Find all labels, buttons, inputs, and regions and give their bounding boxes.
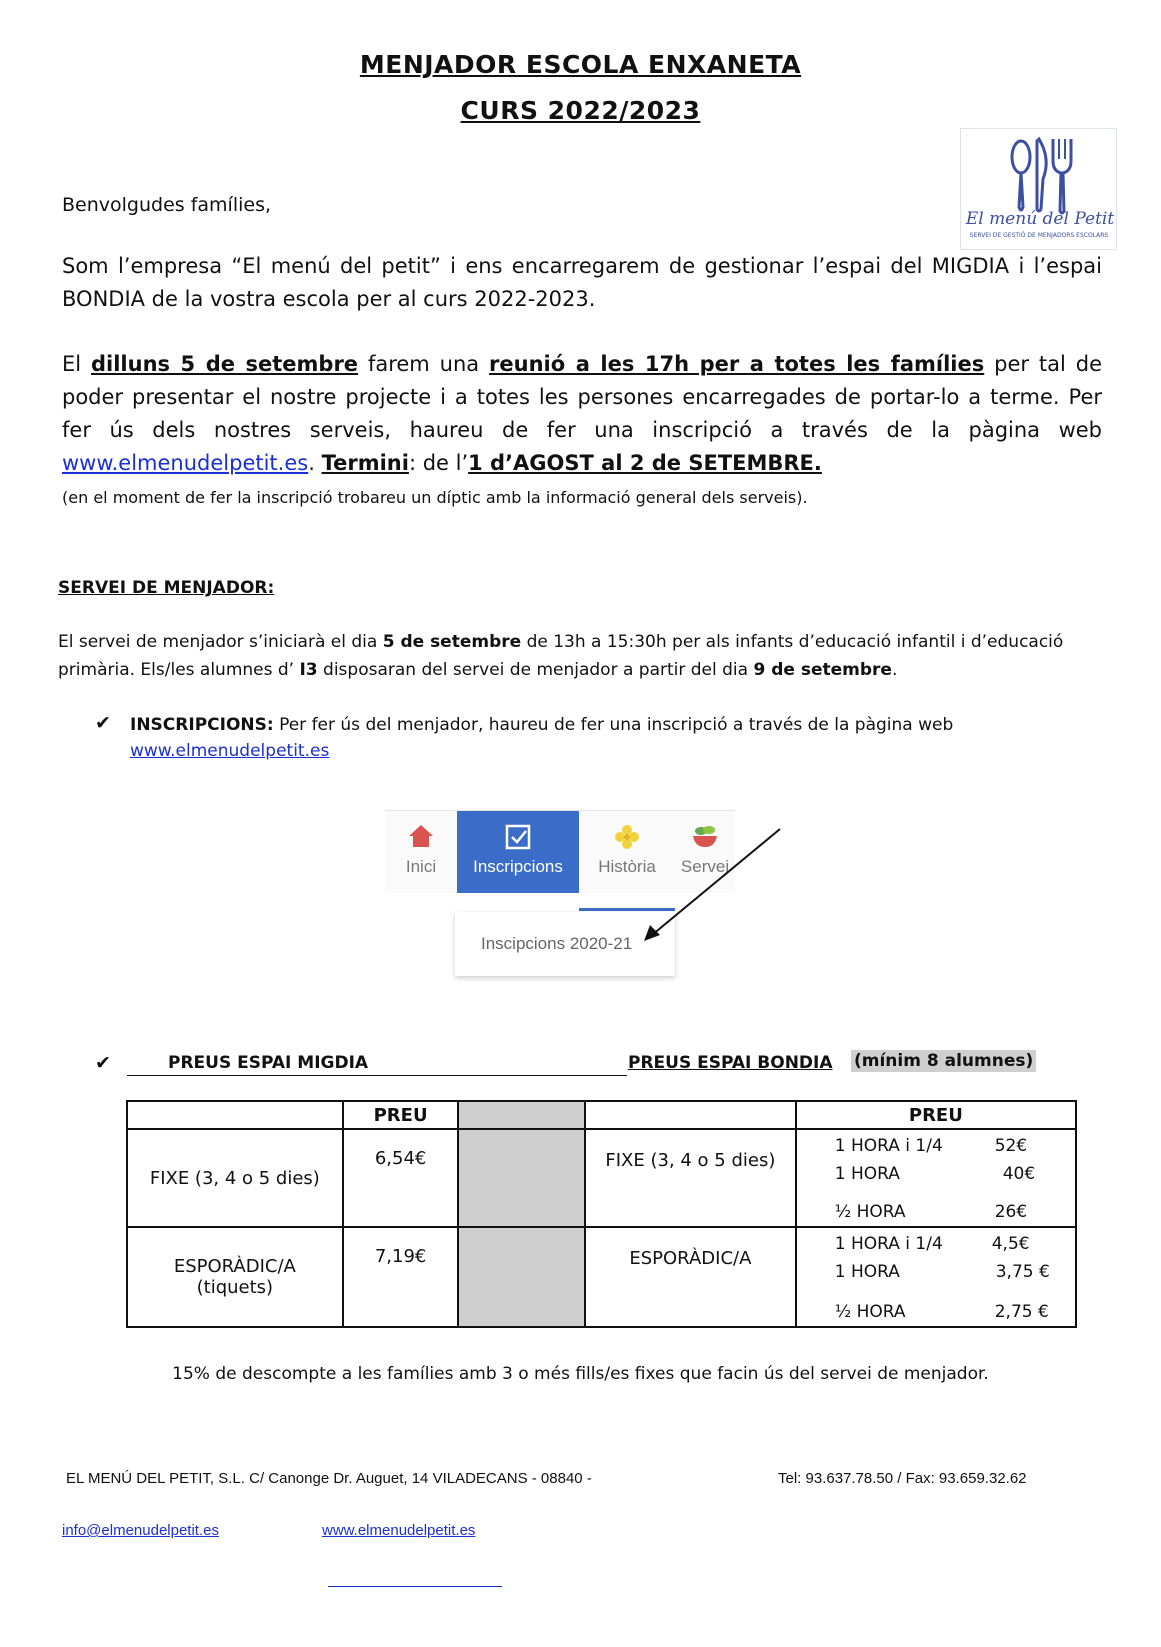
check-icon: ✔: [95, 1052, 111, 1074]
intro-paragraph: Som l’empresa “El menú del petit” i ens encarregarem de gestionar l’espai del MIGDIA i l’espai BONDIA de la vostra escola per al curs 2022-2023.: [62, 254, 1102, 311]
pointer-arrow-icon: [640, 825, 785, 943]
deadline-dates: 1 d’AGOST al 2 de SETEMBRE.: [468, 451, 822, 475]
bondia-rates: 1 HORA i 1/4 4,5€ 1 HORA 3,75 € ½ HORA 2,75 €: [796, 1227, 1076, 1327]
bondia-heading: PREUS ESPAI BONDIA: [628, 1053, 833, 1073]
dropdown-item[interactable]: Inscipcions 2020-21: [481, 934, 633, 953]
meeting-date: dilluns 5 de setembre: [91, 352, 359, 376]
bondia-note: (mínim 8 alumnes): [851, 1050, 1036, 1072]
document-subtitle: CURS 2022/2023: [460, 96, 701, 125]
flower-icon: [613, 823, 641, 851]
tab-historia[interactable]: Història: [579, 811, 675, 893]
tab-inici[interactable]: Inici: [385, 811, 457, 893]
logo-brand: El menú del Petit: [965, 209, 1115, 229]
col-preu: PREU: [343, 1101, 459, 1129]
note-text: (en el moment de fer la inscripció trobareu un díptic amb la informació general dels serveis).: [62, 488, 808, 507]
check-icon: ✔: [95, 712, 111, 734]
greeting: Benvolgudes famílies,: [62, 194, 272, 216]
row-price: 7,19€: [343, 1227, 459, 1327]
logo-tagline: SERVEI DE GESTIÓ DE MENJADORS ESCOLARS: [969, 232, 1109, 239]
meeting-paragraph: El dilluns 5 de setembre farem una reunió a les 17h per a totes les famílies per tal de poder presentar el nostre projecte i a totes les persones encarregades de portar-lo a terme. Per fer ús dels nostres serveis, haureu de fer una inscripció a través de la pàgina web www.elmenudelpetit.es. Termini: de l’1 d’AGOST al 2 de SETEMBRE.: [62, 352, 1102, 475]
inscripcions-text: INSCRIPCIONS: Per fer ús del menjador, haureu de fer una inscripció a través de la pàgina web www.elmenudelpetit.es: [130, 715, 954, 761]
col-preu-bondia: PREU: [796, 1101, 1076, 1129]
footer-email-link[interactable]: info@elmenudelpetit.es: [62, 1522, 219, 1539]
discount-note: 15% de descompte a les famílies amb 3 o més fills/es fixes que facin ús del servei de menjador.: [172, 1364, 989, 1384]
company-logo: [960, 128, 1117, 250]
bondia-rates: 1 HORA i 1/4 52€ 1 HORA 40€ ½ HORA 26€: [796, 1129, 1076, 1227]
tab-servei[interactable]: Servei: [675, 811, 735, 893]
checkbox-icon: [504, 823, 532, 851]
home-icon: [407, 823, 435, 849]
cutlery-icon: [961, 129, 1116, 249]
footer-phone: Tel: 93.637.78.50 / Fax: 93.659.32.62: [778, 1470, 1027, 1487]
document-title: MENJADOR ESCOLA ENXANETA: [359, 50, 802, 79]
bondia-label: FIXE (3, 4 o 5 dies): [585, 1129, 796, 1227]
prices-table: [126, 1100, 1077, 1328]
website-link[interactable]: www.elmenudelpetit.es: [62, 451, 309, 475]
footer-web-link[interactable]: www.elmenudelpetit.es: [322, 1522, 476, 1539]
table-row: [127, 1129, 1076, 1227]
menjador-paragraph: El servei de menjador s’iniciarà el dia 5 de setembre de 13h a 15:30h per als infants d’educació infantil i d’educació primària. Els/les alumnes d’ I3 disposaran del servei de menjador a partir del dia 9 de setembre.: [58, 632, 1064, 680]
table-header-row: [127, 1101, 1076, 1129]
footer-rule: [328, 1586, 502, 1587]
row-label: FIXE (3, 4 o 5 dies): [127, 1129, 343, 1227]
table-row: [127, 1227, 1076, 1327]
menjador-heading: SERVEI DE MENJADOR:: [58, 578, 275, 598]
deadline-label: Termini: [321, 451, 409, 475]
meeting-info: reunió a les 17h per a totes les famílies: [489, 352, 985, 376]
tab-inscripcions[interactable]: Inscripcions: [457, 811, 579, 893]
footer-company: EL MENÚ DEL PETIT, S.L. C/ Canonge Dr. Auguet, 14 VILADECANS - 08840 -: [66, 1470, 592, 1487]
bondia-label: ESPORÀDIC/A: [585, 1227, 796, 1327]
migdia-heading: PREUS ESPAI MIGDIA: [168, 1053, 369, 1073]
inscripcions-link[interactable]: www.elmenudelpetit.es: [130, 741, 330, 761]
row-label: ESPORÀDIC/A (tiquets): [127, 1227, 343, 1327]
row-price: 6,54€: [343, 1129, 459, 1227]
